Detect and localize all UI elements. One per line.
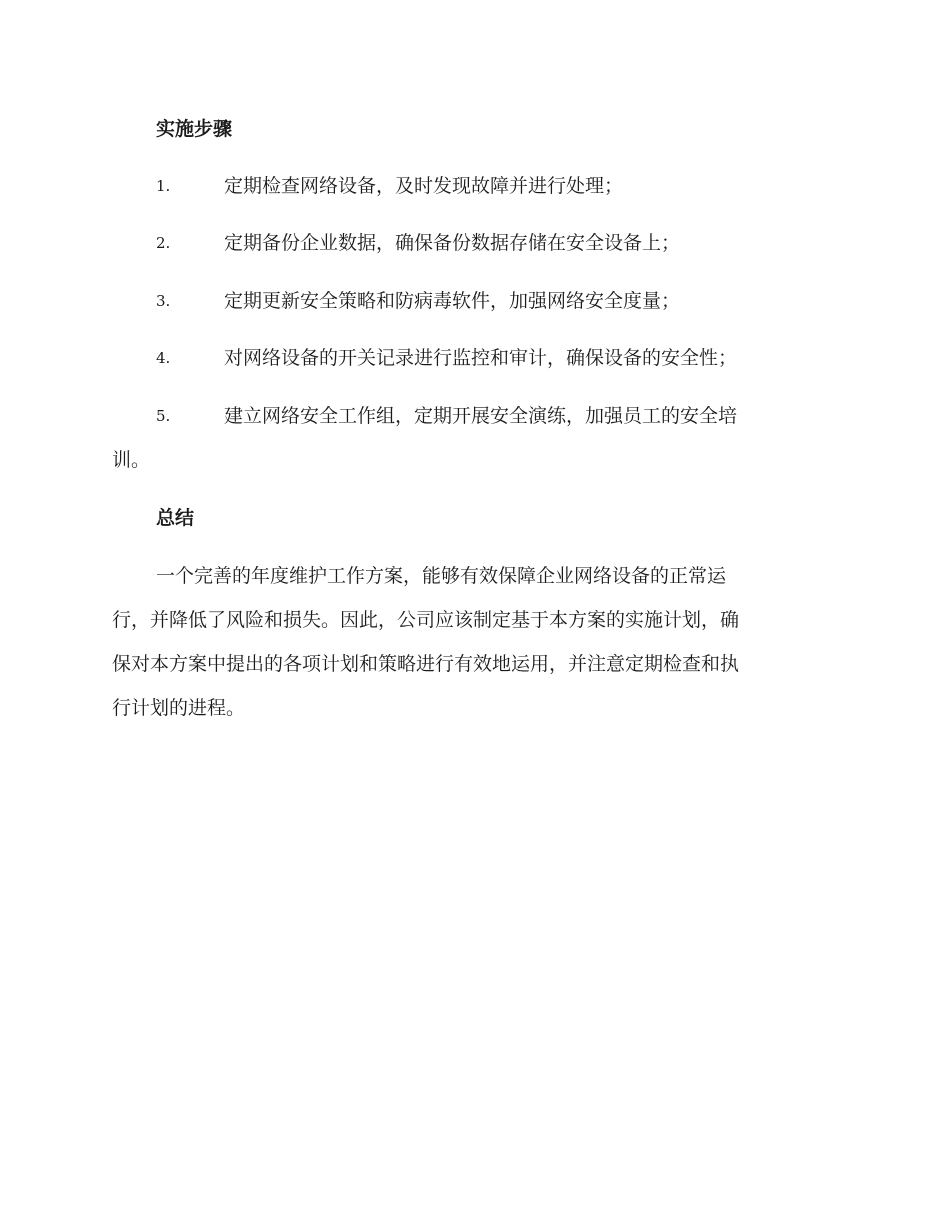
list-item <box>0 172 950 200</box>
list-item-number: 4. <box>156 349 171 367</box>
list-item <box>0 229 950 257</box>
list-item <box>0 287 950 315</box>
list-item-number: 2. <box>156 234 171 252</box>
list-item-number: 5. <box>156 407 171 425</box>
section-heading-summary: 总结 <box>156 507 195 529</box>
list-item-text: 定期备份企业数据，确保备份数据存储在安全设备上； <box>224 232 681 254</box>
section-heading-implementation-steps: 实施步骤 <box>156 118 233 140</box>
list-item <box>0 344 950 372</box>
summary-paragraph-line: 一个完善的年度维护工作方案，能够有效保障企业网络设备的正常运 <box>156 565 727 587</box>
list-item-number: 3. <box>156 292 171 310</box>
summary-paragraph-line: 行，并降低了风险和损失。因此，公司应该制定基于本方案的实施计划，确 <box>112 609 740 631</box>
list-item <box>0 402 950 430</box>
summary-paragraph-line: 行计划的进程。 <box>112 697 246 719</box>
list-item-text: 对网络设备的开关记录进行监控和审计，确保设备的安全性； <box>224 347 738 369</box>
list-item-text: 定期更新安全策略和防病毒软件，加强网络安全度量； <box>224 290 681 312</box>
list-item-text: 定期检查网络设备，及时发现故障并进行处理； <box>224 175 624 197</box>
list-item-number: 1. <box>156 177 171 195</box>
list-item-text-continuation: 训。 <box>112 449 151 471</box>
summary-paragraph-line: 保对本方案中提出的各项计划和策略进行有效地运用，并注意定期检查和执 <box>112 653 740 675</box>
list-item-text: 建立网络安全工作组，定期开展安全演练，加强员工的安全培 <box>224 405 738 427</box>
